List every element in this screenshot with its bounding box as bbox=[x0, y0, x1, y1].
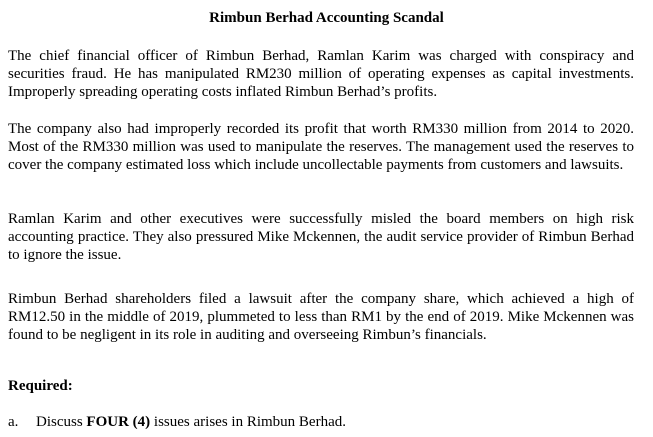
document-title: Rimbun Berhad Accounting Scandal bbox=[209, 10, 444, 26]
paragraph-misled-board: Ramlan Karim and other executives were successfully misled the board members on high risk accounting practice. They also pressured Mike Mckennen, the audit service provider of Rimbun Berhad to ignore the issue. bbox=[8, 211, 634, 263]
paragraph-cfo-charges: The chief financial officer of Rimbun Berhad, Ramlan Karim was charged with conspiracy and securities fraud. He has manipulated RM230 million of operating expenses as capital investments. Improperly spreading operating costs inflated Rimbun Berhad’s profits. bbox=[8, 48, 634, 100]
question-marker: a. bbox=[8, 414, 19, 430]
paragraph-shareholder-lawsuit: Rimbun Berhad shareholders filed a lawsuit after the company share, which achieved a high of RM12.50 in the middle of 2019, plummeted to less than RM1 by the end of 2019. Mike Mckennen was found to be negligent in its role in auditing and overseeing Rimbun’s financials. bbox=[8, 291, 634, 343]
question-prefix: Discuss bbox=[36, 414, 87, 430]
question-suffix: issues arises in Rimbun Berhad. bbox=[150, 414, 346, 430]
question-a bbox=[8, 413, 628, 431]
question-bold-count: FOUR (4) bbox=[86, 414, 151, 430]
required-heading: Required: bbox=[8, 378, 73, 394]
paragraph-profit-misstatement: The company also had improperly recorded its profit that worth RM330 million from 2014 to 2020. Most of the RM330 million was used to manipulate the reserves. The management used the reserves to cover the company estimated loss which include uncollectable payments from customers and lawsuits. bbox=[8, 121, 634, 173]
